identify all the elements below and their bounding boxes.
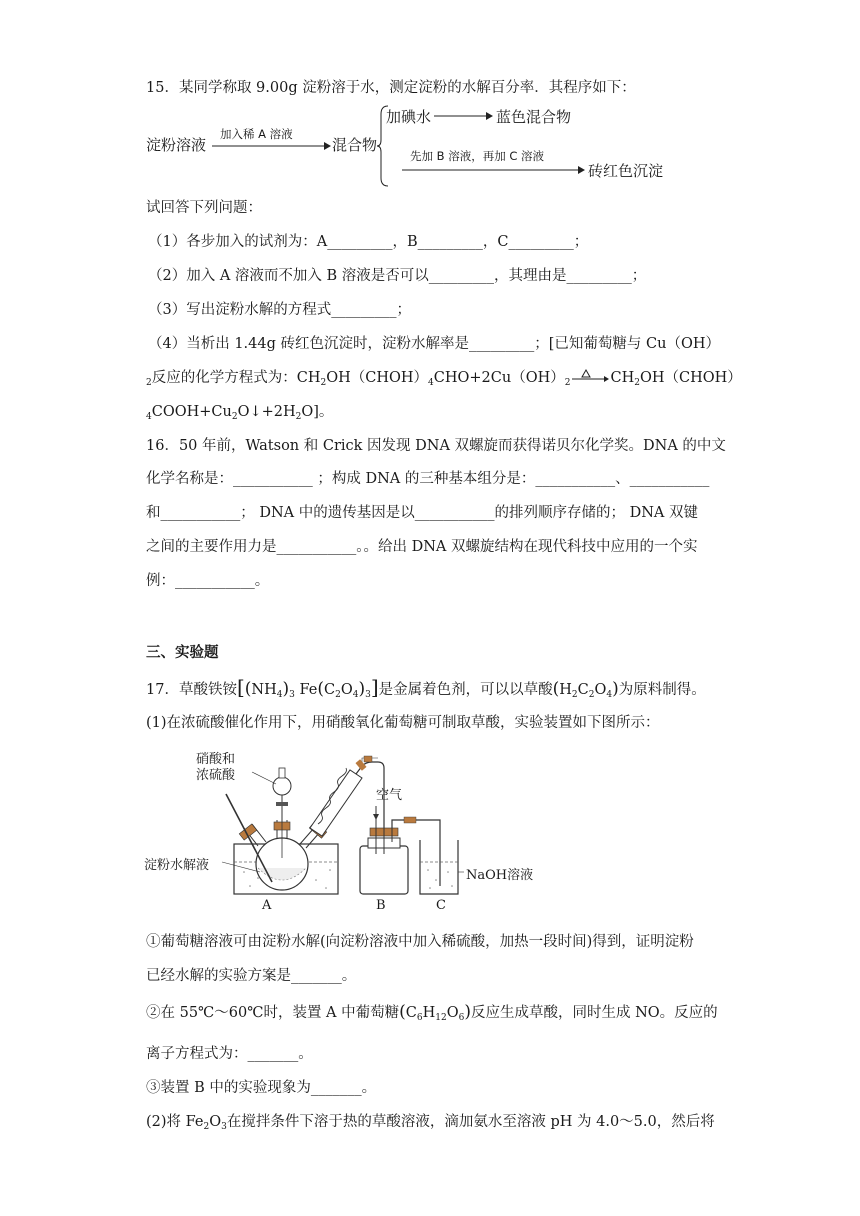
flow-branch2-label: 先加 B 溶液，再加 C 溶液 <box>410 149 545 163</box>
flow-arrow1-label: 加入稀 A 溶液 <box>220 127 293 141</box>
q15-sub4-line1: （4）当析出 1.44g 砖红色沉淀时，淀粉水解率是_________；[已知葡萄糖与 Cu（OH） <box>148 336 720 352</box>
label-c: C <box>436 898 446 913</box>
q16-line4: 之间的主要作用力是___________。。给出 DNA 双螺旋结构在现代科技中应用的一个实 <box>146 539 698 555</box>
starch-label: 淀粉水解液 <box>144 858 210 873</box>
flow-start: 淀粉溶液 <box>146 136 207 154</box>
flow-branch2-result: 砖红色沉淀 <box>588 162 664 180</box>
q17-i1-line2: 已经水解的实验方案是_______。 <box>146 968 357 984</box>
flow-branch1-label: 加碘水 <box>386 108 432 126</box>
flow-mid: 混合物 <box>332 136 378 154</box>
section-title: 三、实验题 <box>146 645 219 661</box>
q15-sub4-line2: $_2$反应的化学方程式为：$CH_2OH(CHOH)_4CHO+2Cu(OH)_2$ $CH_2OH(CHOH)$ <box>146 370 742 388</box>
q17-i2-line2: 离子方程式为：_______。 <box>146 1046 313 1062</box>
q17-part2: (2)将 $Fe_2O_3$在搅拌条件下溶于热的草酸溶液，滴加氨水至溶液 pH 为 4.0～5.0，然后将 <box>146 1114 715 1132</box>
q17-i3: ③装置 B 中的实验现象为_______。 <box>146 1080 377 1096</box>
flow-arrow3-icon <box>402 164 586 176</box>
naoh-label: NaOH溶液 <box>466 868 534 883</box>
q17-i1-line1: ①葡萄糖溶液可由淀粉水解(向淀粉溶液中加入稀硫酸，加热一段时间)得到，证明淀粉 <box>146 934 694 950</box>
q16-line5: 例：___________。 <box>146 573 270 589</box>
q15-prompt: 试回答下列问题： <box>146 200 262 216</box>
q17-i2-line1: ②在 55℃～60℃时，装置 A 中葡萄糖$(C_6H_{12}O_6)$反应生成草酸，同时生成 NO。反应的 <box>146 1002 718 1023</box>
q15-sub1: （1）各步加入的试剂为：A_________，B_________，C_________； <box>148 234 589 250</box>
acid-label: 硝酸和 浓硫酸 <box>196 752 236 783</box>
flow-arrow2-icon <box>434 110 494 122</box>
q15-flow-diagram <box>140 100 700 190</box>
q16-line2: 化学名称是：___________ ；构成 DNA 的三种基本组分是：___________、___________ <box>146 471 710 487</box>
q15-sub3: （3）写出淀粉水解的方程式_________； <box>148 302 411 318</box>
heat-arrow-icon <box>570 369 610 383</box>
label-a: A <box>262 898 272 913</box>
q15-sub4-line3: $_4COOH+Cu_2O↓+2H_2O$]。 <box>146 404 334 422</box>
q16-line1: 16．50 年前，Watson 和 Crick 因发现 DNA 双螺旋而获得诺贝尔化学奖。DNA 的中文 <box>146 438 726 454</box>
q16-line3: 和___________； DNA 中的遗传基因是以___________的排列顺序存储的； DNA 双键 <box>146 505 699 521</box>
air-label: 空气 <box>376 788 403 803</box>
flow-arrow1-icon <box>212 140 332 152</box>
label-b: B <box>376 898 386 913</box>
apparatus-figure <box>140 742 560 918</box>
q15-stem: 15．某同学称取 9.00g 淀粉溶于水，测定淀粉的水解百分率．其程序如下： <box>146 80 636 96</box>
q17-part1: (1)在浓硫酸催化作用下，用硝酸氧化葡萄糖可制取草酸，实验装置如下图所示： <box>146 715 660 731</box>
q17-stem: 17．草酸铁铵[$(NH_4)_3$ $Fe(C_2O_4)_3$]是金属着色剂，可以以草酸$(H_2C_2O_4)$为原料制得。 <box>146 675 706 700</box>
q15-sub2: （2）加入 A 溶液而不加入 B 溶液是否可以_________，其理由是_________； <box>148 268 647 284</box>
flow-branch1-result: 蓝色混合物 <box>496 108 572 126</box>
